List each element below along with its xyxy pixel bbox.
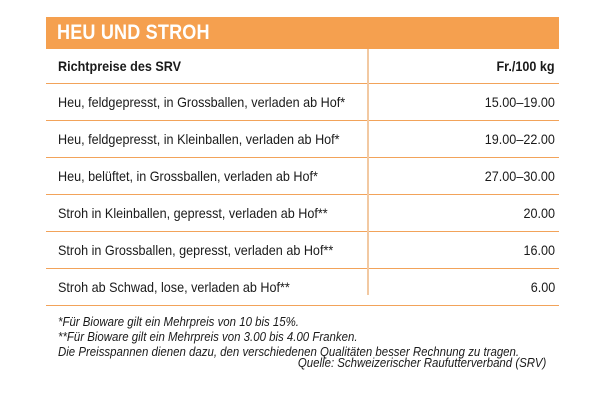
footnote: **Für Bioware gilt ein Mehrpreis von 3.00 bis 4.00 Franken. bbox=[58, 329, 358, 344]
row-price: 16.00 bbox=[523, 242, 555, 258]
title-banner bbox=[46, 17, 559, 49]
column-header-item: Richtpreise des SRV bbox=[58, 58, 182, 74]
price-card bbox=[46, 17, 559, 370]
row-price: 15.00–19.00 bbox=[484, 94, 555, 110]
row-item: Stroh in Grossballen, gepresst, verladen ab Hof** bbox=[58, 242, 334, 258]
source-credit: Quelle: Schweizerischer Raufutterverband (SRV) bbox=[297, 355, 546, 370]
table-row bbox=[46, 84, 559, 120]
table-row bbox=[46, 269, 559, 305]
table-header bbox=[46, 49, 559, 83]
row-price: 6.00 bbox=[530, 279, 555, 295]
table-row bbox=[46, 158, 559, 194]
row-price: 19.00–22.00 bbox=[484, 131, 555, 147]
row-price: 27.00–30.00 bbox=[484, 168, 555, 184]
row-price: 20.00 bbox=[523, 205, 555, 221]
row-item: Heu, belüftet, in Grossballen, verladen ab Hof* bbox=[58, 168, 318, 184]
row-divider bbox=[46, 305, 559, 306]
table-row bbox=[46, 195, 559, 231]
page-title: HEU UND STROH bbox=[57, 21, 210, 44]
column-header-price: Fr./100 kg bbox=[496, 58, 555, 74]
row-item: Stroh ab Schwad, lose, verladen ab Hof** bbox=[58, 279, 290, 295]
footnote: Die Preisspannen dienen dazu, den verschiedenen Qualitäten besser Rechnung zu tragen. bbox=[58, 344, 520, 359]
row-item: Heu, feldgepresst, in Grossballen, verladen ab Hof* bbox=[58, 94, 346, 110]
footnotes bbox=[46, 314, 559, 359]
row-item: Heu, feldgepresst, in Kleinballen, verladen ab Hof* bbox=[58, 131, 340, 147]
footnote: *Für Bioware gilt ein Mehrpreis von 10 bis 15%. bbox=[58, 314, 299, 329]
table-row bbox=[46, 121, 559, 157]
table-row bbox=[46, 232, 559, 268]
row-item: Stroh in Kleinballen, gepresst, verladen ab Hof** bbox=[58, 205, 328, 221]
